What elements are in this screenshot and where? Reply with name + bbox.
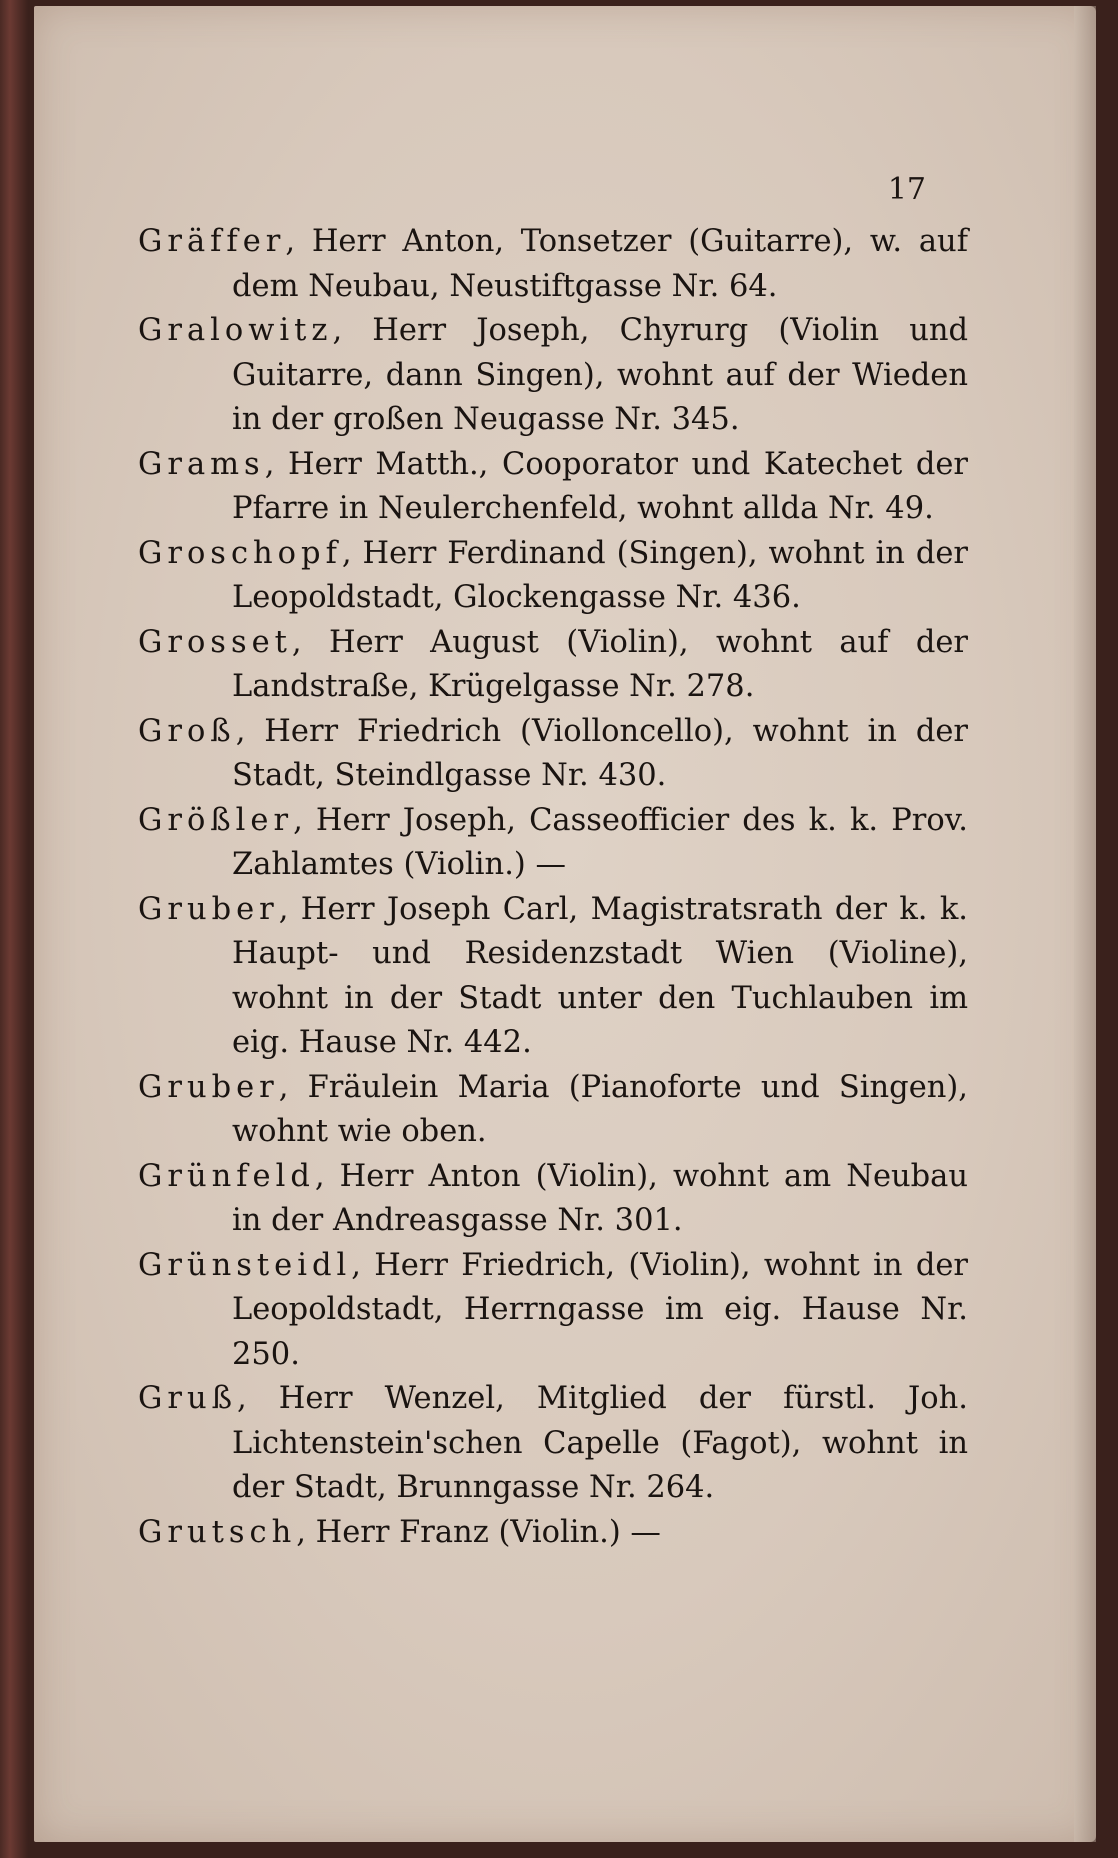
entry-details: , Fräulein Maria (Pianoforte und Singen), wohnt wie oben. <box>232 1069 968 1149</box>
directory-entry <box>138 888 968 1066</box>
directory-entry <box>138 1155 968 1244</box>
book-page <box>34 6 1096 1842</box>
entry-surname: Groschopf <box>138 535 342 571</box>
directory-entry <box>138 443 968 532</box>
directory-entries <box>138 220 968 1555</box>
entry-details: , Herr Friedrich (Violloncello), wohnt in der Stadt, Steindlgasse Nr. 430. <box>232 713 968 793</box>
directory-entry <box>138 532 968 621</box>
directory-entry <box>138 799 968 888</box>
entry-details: , Herr Matth., Cooporator und Katechet der Pfarre in Neulerchenfeld, wohnt allda Nr. 49. <box>232 446 968 526</box>
entry-details: , Herr Joseph Carl, Magistratsrath der k. k. Haupt- und Residenzstadt Wien (Violine), wohnt in der Stadt unter den Tuchlauben im eig. Hause Nr. 442. <box>232 891 968 1060</box>
directory-entry <box>138 220 968 309</box>
directory-entry <box>138 621 968 710</box>
entry-surname: Größler <box>138 802 294 838</box>
directory-entry <box>138 710 968 799</box>
entry-surname: Grosset <box>138 624 292 660</box>
entry-details: , Herr Friedrich, (Violin), wohnt in der Leopoldstadt, Herrngasse im eig. Hause Nr. 250. <box>232 1247 968 1372</box>
directory-entry <box>138 1511 968 1556</box>
entry-details: , Herr Ferdinand (Singen), wohnt in der Leopoldstadt, Glockengasse Nr. 436. <box>232 535 968 615</box>
entry-surname: Grünfeld <box>138 1158 315 1194</box>
directory-entry <box>138 1377 968 1511</box>
directory-entry <box>138 309 968 443</box>
entry-surname: Gruber <box>138 891 279 927</box>
page-number: 17 <box>887 172 926 207</box>
entry-details: , Herr Franz (Violin.) — <box>296 1514 661 1550</box>
page-edge <box>1074 6 1096 1842</box>
directory-entry <box>138 1066 968 1155</box>
entry-surname: Grams <box>138 446 265 482</box>
entry-details: , Herr Joseph, Chyrurg (Violin und Guitarre, dann Singen), wohnt auf der Wieden in der großen Neugasse Nr. 345. <box>232 313 968 437</box>
entry-details: , Herr Anton (Violin), wohnt am Neubau in der Andreasgasse Nr. 301. <box>232 1158 968 1238</box>
entry-surname: Gräffer <box>138 224 286 259</box>
entry-surname: Grutsch <box>138 1514 297 1550</box>
entry-surname: Gruß <box>138 1381 237 1416</box>
entry-surname: Gruber <box>138 1069 279 1105</box>
directory-entry <box>138 1244 968 1378</box>
entry-details: , Herr Wenzel, Mitglied der fürstl. Joh. Lichtenstein'schen Capelle (Fagot), wohnt in der Stadt, Brunngasse Nr. 264. <box>232 1381 968 1505</box>
entry-surname: Grünsteidl <box>138 1247 352 1283</box>
entry-details: , Herr Joseph, Casseofficier des k. k. Prov. Zahlamtes (Violin.) — <box>232 802 968 882</box>
entry-surname: Gralowitz <box>138 313 333 348</box>
entry-details: , Herr Anton, Tonsetzer (Guitarre), w. auf dem Neubau, Neustiftgasse Nr. 64. <box>232 224 968 304</box>
entry-surname: Groß <box>138 713 236 749</box>
entry-details: , Herr August (Violin), wohnt auf der Landstraße, Krügelgasse Nr. 278. <box>232 624 968 704</box>
